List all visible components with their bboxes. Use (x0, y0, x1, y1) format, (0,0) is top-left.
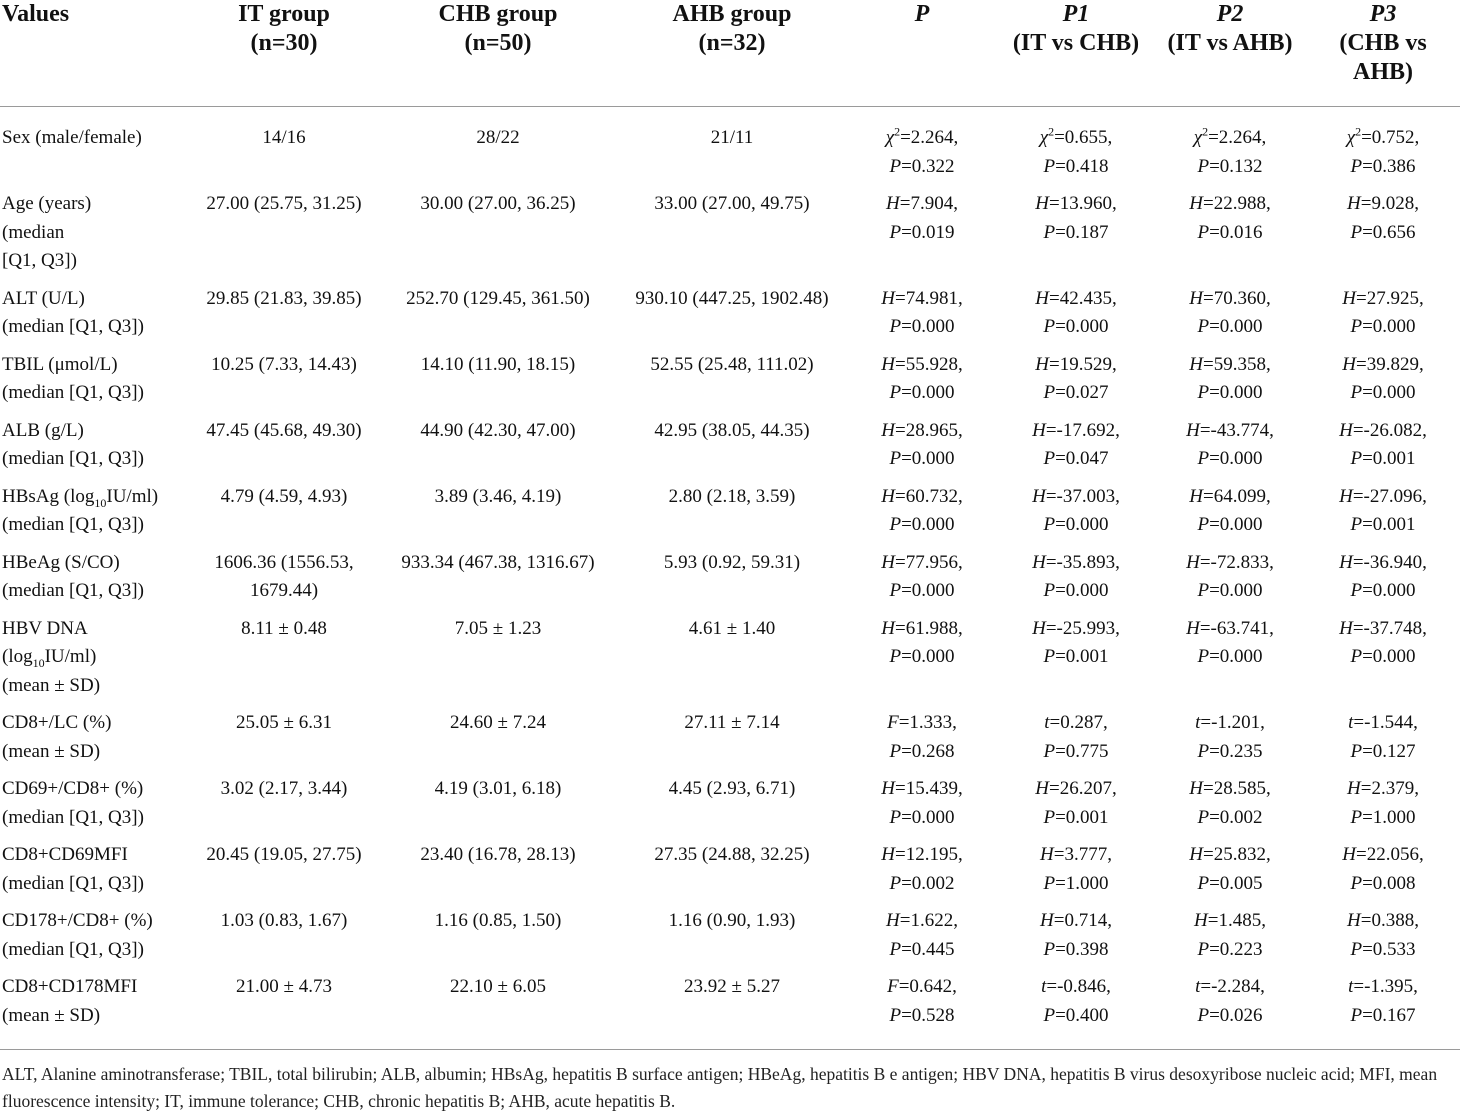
row-label-line: [Q1, Q3]) (2, 250, 77, 271)
p1-value: H=-25.993, P=0.001 (1032, 617, 1120, 667)
p-value: H=15.439, P=0.000 (881, 778, 963, 828)
p2-value: t=-1.201, P=0.235 (1195, 712, 1265, 762)
row-label (0, 841, 190, 907)
row-label (0, 285, 190, 351)
it-group-value: 8.11 ± 0.48 (241, 617, 327, 639)
table-header (0, 0, 1460, 107)
table-body (0, 107, 1460, 1050)
it-group-value: 3.02 (2.17, 3.44) (220, 778, 348, 799)
column-header-it-group (190, 0, 378, 107)
p3-value: t=-1.544, P=0.127 (1348, 712, 1418, 762)
row-label-line: (median [Q1, Q3]) (2, 514, 144, 535)
table-row (0, 417, 1460, 483)
header-line: (IT vs CHB) (1012, 30, 1140, 56)
chb-group-value: 28/22 (476, 127, 520, 148)
table-row (0, 351, 1460, 417)
p2-value: H=28.585, P=0.002 (1189, 778, 1271, 828)
p3-value: H=22.056, P=0.008 (1342, 844, 1424, 894)
row-label-line: HBsAg $(\log_{10}IU/ml)$ (2, 485, 159, 510)
row-label (0, 107, 190, 191)
row-label-line: ALB (g/L) (2, 419, 84, 441)
p-value: $\chi^2=2.264$, P=0.322 (885, 124, 959, 177)
header-line: (n=50) (464, 30, 532, 56)
row-label-line: (median [Q1, Q3]) (2, 872, 144, 894)
p-value: H=61.988, P=0.000 (881, 617, 963, 667)
row-label-line: Sex (male/female) (2, 127, 142, 148)
p2-value: $\chi^2=2.264$, P=0.132 (1193, 124, 1267, 177)
p1-value: H=3.777, P=1.000 (1040, 844, 1112, 894)
p3-value: $\chi^2=0.752$, P=0.386 (1346, 124, 1420, 177)
p-value: H=74.981, P=0.000 (881, 287, 963, 337)
p3-value: H=-37.748, P=0.000 (1339, 617, 1427, 667)
ahb-group-value: 5.93 (0.92, 59.31) (663, 551, 801, 573)
p-value: H=1.622, P=0.445 (886, 910, 958, 960)
header-line: P1 (1062, 1, 1090, 27)
p3-value: H=2.379, P=1.000 (1347, 778, 1419, 828)
p2-value: H=1.485, P=0.223 (1194, 910, 1266, 960)
chb-group-value: 252.70 (129.45, 361.50) (406, 287, 590, 309)
p1-value: H=42.435, P=0.000 (1035, 287, 1117, 337)
chb-group-value: 30.00 (27.00, 36.25) (420, 193, 576, 214)
header-line: P2 (1216, 1, 1244, 27)
it-group-value: 14/16 (262, 127, 306, 148)
chb-group-value: 933.34 (467.38, 1316.67) (401, 551, 595, 573)
row-label-line: (mean ± SD) (2, 674, 101, 696)
p1-value: t=0.287, P=0.775 (1043, 712, 1109, 762)
p-value: H=77.956, P=0.000 (881, 551, 963, 601)
row-label-line: (median [Q1, Q3]) (2, 938, 144, 960)
header-line: (CHB vs (1339, 30, 1427, 56)
header-line: P (914, 1, 930, 27)
p3-value: H=-36.940, P=0.000 (1339, 551, 1427, 601)
column-header-ahb-group (618, 0, 846, 107)
it-group-value: 4.79 (4.59, 4.93) (220, 485, 348, 507)
header-line: (n=32) (698, 30, 766, 56)
row-label-line: (median [Q1, Q3]) (2, 448, 144, 469)
header-row (0, 0, 1460, 107)
p-value: F=1.333, P=0.268 (887, 712, 957, 762)
header-line: IT group (238, 1, 330, 27)
row-label-line: (median [Q1, Q3]) (2, 316, 144, 337)
row-label-line: CD178+/CD8+ (%) (2, 910, 153, 931)
p-value: H=60.732, P=0.000 (881, 485, 963, 535)
table-row (0, 709, 1460, 775)
table-row (0, 841, 1460, 907)
row-label (0, 709, 190, 775)
p2-value: H=22.988, P=0.016 (1189, 193, 1271, 243)
p1-value: H=13.960, P=0.187 (1035, 193, 1117, 243)
row-label-line: $(\log_{10}IU/ml)$ (2, 646, 97, 670)
chb-group-value: 1.16 (0.85, 1.50) (434, 910, 562, 931)
ahb-group-value: 1.16 (0.90, 1.93) (668, 910, 796, 931)
header-line: P3 (1369, 1, 1397, 27)
column-header-p2 (1154, 0, 1306, 107)
p1-value: $\chi^2=0.655$, P=0.418 (1039, 124, 1113, 177)
row-label-line: CD8+/LC (%) (2, 712, 112, 733)
table-row (0, 483, 1460, 549)
it-group-value: 27.00 (25.75, 31.25) (206, 193, 362, 214)
row-label-line: (mean ± SD) (2, 1004, 101, 1026)
p2-value: H=64.099, P=0.000 (1189, 485, 1271, 535)
ahb-group-value: 4.61 ± 1.40 (688, 617, 776, 639)
chb-group-value: 4.19 (3.01, 6.18) (434, 778, 562, 799)
row-label (0, 417, 190, 483)
row-label-line: ALT (U/L) (2, 287, 85, 309)
p3-value: t=-1.395, P=0.167 (1348, 976, 1418, 1026)
p3-value: H=39.829, P=0.000 (1342, 353, 1424, 403)
ahb-group-value: 4.45 (2.93, 6.71) (668, 778, 796, 799)
table-row (0, 775, 1460, 841)
p3-value: H=-27.096, P=0.001 (1339, 485, 1427, 535)
row-label (0, 973, 190, 1049)
it-group-value: 47.45 (45.68, 49.30) (206, 419, 362, 441)
header-line: AHB) (1353, 59, 1413, 85)
p2-value: H=-43.774, P=0.000 (1186, 419, 1274, 469)
chb-group-value: 24.60 ± 7.24 (450, 712, 546, 733)
header-line: (IT vs AHB) (1167, 30, 1293, 56)
table-row (0, 615, 1460, 710)
ahb-group-value: 2.80 (2.18, 3.59) (668, 485, 796, 507)
ahb-group-value: 27.11 ± 7.14 (684, 712, 780, 733)
it-group-value: 25.05 ± 6.31 (236, 712, 332, 733)
ahb-group-value: 930.10 (447.25, 1902.48) (635, 287, 829, 309)
p2-value: H=59.358, P=0.000 (1189, 353, 1271, 403)
p-value: H=12.195, P=0.002 (881, 844, 963, 894)
p1-value: H=-35.893, P=0.000 (1032, 551, 1120, 601)
ahb-group-value: 21/11 (710, 127, 754, 148)
p2-value: H=-72.833, P=0.000 (1186, 551, 1274, 601)
chb-group-value: 23.40 (16.78, 28.13) (420, 844, 576, 865)
chb-group-value: 14.10 (11.90, 18.15) (420, 353, 576, 375)
column-header-p (846, 0, 998, 107)
row-label-line: CD8+CD69MFI (2, 844, 128, 865)
table-row (0, 973, 1460, 1049)
table-row (0, 107, 1460, 191)
it-group-value: 10.25 (7.33, 14.43) (211, 353, 357, 375)
ahb-group-value: 27.35 (24.88, 32.25) (654, 844, 810, 865)
row-label-line: TBIL (μmol/L) (2, 353, 118, 375)
column-header-p3 (1306, 0, 1460, 107)
chb-group-value: 22.10 ± 6.05 (450, 976, 546, 997)
p3-value: H=-26.082, P=0.001 (1339, 419, 1427, 469)
row-label-line: CD69+/CD8+ (%) (2, 778, 144, 799)
header-line: AHB group (672, 1, 792, 27)
chb-group-value: 7.05 ± 1.23 (454, 617, 542, 639)
it-group-value: 29.85 (21.83, 39.85) (206, 287, 362, 309)
p2-value: t=-2.284, P=0.026 (1195, 976, 1265, 1026)
p1-value: H=0.714, P=0.398 (1040, 910, 1112, 960)
header-line: CHB group (438, 1, 558, 27)
ahb-group-value: 52.55 (25.48, 111.02) (650, 353, 814, 375)
it-group-value: 1606.36 (1556.53, 1679.44) (214, 551, 354, 601)
it-group-value: 1.03 (0.83, 1.67) (220, 910, 348, 931)
p2-value: H=70.360, P=0.000 (1189, 287, 1271, 337)
row-label-line: HBV DNA (2, 617, 88, 639)
p1-value: t=-0.846, P=0.400 (1041, 976, 1111, 1026)
row-label-line: HBeAg (S/CO) (2, 551, 120, 573)
it-group-value: 20.45 (19.05, 27.75) (206, 844, 362, 865)
p3-value: H=0.388, P=0.533 (1347, 910, 1419, 960)
p1-value: H=19.529, P=0.027 (1035, 353, 1117, 403)
p1-value: H=-37.003, P=0.000 (1032, 485, 1120, 535)
row-label-line: (median [Q1, Q3]) (2, 382, 144, 403)
p-value: F=0.642, P=0.528 (887, 976, 957, 1026)
table-row (0, 907, 1460, 973)
row-label (0, 549, 190, 615)
column-header-p1 (998, 0, 1154, 107)
chb-group-value: 3.89 (3.46, 4.19) (434, 485, 562, 507)
row-label-line: (median [Q1, Q3]) (2, 580, 144, 601)
row-label (0, 351, 190, 417)
column-header-values (0, 0, 190, 107)
row-label (0, 615, 190, 710)
table-footnote: ALT, Alanine aminotransferase; TBIL, total bilirubin; ALB, albumin; HBsAg, hepatitis B surface antigen; HBeAg, hepatitis B e antigen; HBV DNA, hepatitis B virus desoxyribose nucleic acid; MFI, mean fluorescence intensity; IT, immune tolerance; CHB, chronic hepatitis B; AHB, acute hepatitis B. (2, 1064, 1438, 1111)
header-line: Values (2, 1, 70, 27)
column-header-chb-group (378, 0, 618, 107)
p-value: H=55.928, P=0.000 (881, 353, 963, 403)
ahb-group-value: 42.95 (38.05, 44.35) (654, 419, 810, 441)
p3-value: H=27.925, P=0.000 (1342, 287, 1424, 337)
p1-value: H=26.207, P=0.001 (1035, 778, 1117, 828)
p1-value: H=-17.692, P=0.047 (1032, 419, 1120, 469)
table-bottom-rule (0, 1049, 1460, 1050)
row-label-line: (median (2, 221, 65, 243)
row-label-line: CD8+CD178MFI (2, 976, 138, 997)
row-label (0, 190, 190, 285)
p3-value: H=9.028, P=0.656 (1347, 193, 1419, 243)
p2-value: H=-63.741, P=0.000 (1186, 617, 1274, 667)
ahb-group-value: 33.00 (27.00, 49.75) (654, 193, 810, 214)
header-line: (n=30) (250, 30, 318, 56)
ahb-group-value: 23.92 ± 5.27 (684, 976, 780, 997)
table-row (0, 190, 1460, 285)
row-label (0, 775, 190, 841)
row-label-line: (mean ± SD) (2, 740, 101, 762)
table-row (0, 285, 1460, 351)
p2-value: H=25.832, P=0.005 (1189, 844, 1271, 894)
row-label (0, 907, 190, 973)
p-value: H=28.965, P=0.000 (881, 419, 963, 469)
row-label-line: (median [Q1, Q3]) (2, 806, 144, 828)
it-group-value: 21.00 ± 4.73 (236, 976, 332, 997)
p-value: H=7.904, P=0.019 (886, 193, 958, 243)
table-row (0, 549, 1460, 615)
row-label (0, 483, 190, 549)
chb-group-value: 44.90 (42.30, 47.00) (420, 419, 576, 441)
row-label-line: Age (years) (2, 193, 92, 214)
